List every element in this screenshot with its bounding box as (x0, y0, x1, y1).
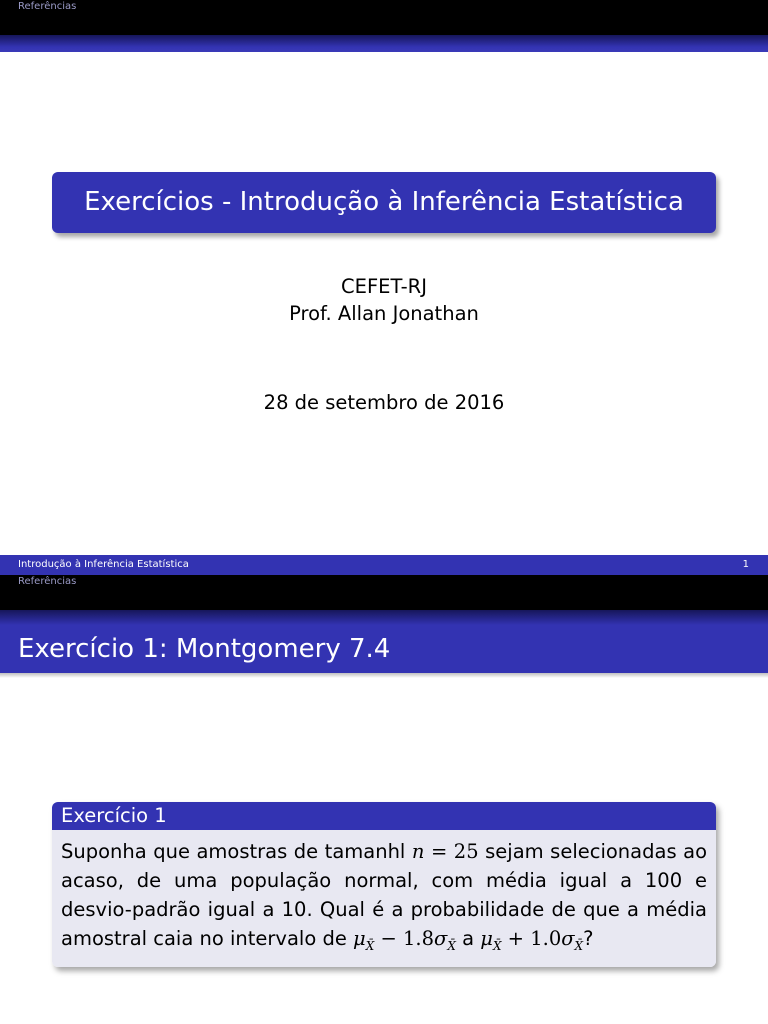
exercise-slide (0, 575, 768, 1024)
date: 28 de setembro de 2016 (263, 391, 505, 414)
page-number: 1 (742, 559, 749, 570)
headline-bar (0, 575, 768, 610)
frame-title-text: Exercício 1: Montgomery 7.4 (18, 634, 391, 664)
section-nav-link[interactable]: Referências (18, 576, 77, 587)
question-mark: ? (583, 927, 594, 950)
mu-subscript: X̄ (492, 938, 502, 953)
exercise-block (52, 802, 716, 967)
frame-title (0, 625, 768, 673)
mu-symbol: μ (353, 927, 366, 950)
n-equals: = 25 (424, 840, 479, 863)
footer-title: Introdução à Inferência Estatística (18, 559, 189, 570)
mu-subscript: X̄ (365, 938, 375, 953)
author: Prof. Allan Jonathan (289, 302, 479, 325)
word-a: a (455, 927, 481, 950)
body-text-1: Suponha que amostras de tamanhl (61, 840, 412, 863)
section-nav-link[interactable]: Referências (18, 1, 77, 12)
sigma-subscript: X̄ (447, 938, 456, 953)
presentation-title: Exercícios - Introdução à Inferência Estatística (52, 172, 716, 233)
block-body (52, 830, 716, 967)
headline-bar (0, 0, 768, 35)
sigma-subscript: X̄ (574, 938, 584, 953)
sigma-symbol: σ (434, 927, 448, 950)
expr2-op: + 1.0 (501, 927, 562, 950)
var-n: n (411, 840, 425, 863)
expr1-op: − 1.8 (374, 927, 435, 950)
headline-band (0, 35, 768, 52)
frame-title-shadow (0, 673, 768, 678)
mu-symbol: μ (480, 927, 493, 950)
block-title: Exercício 1 (52, 802, 716, 830)
sigma-symbol: σ (561, 927, 575, 950)
headline-band (0, 610, 768, 625)
body-text-2: sejam selecionadas ao acaso, de uma população normal, com média igual a 100 e desvio-padrão igual a 10. Qual é a probabilidade de que a média amostral caia no intervalo de (61, 840, 707, 950)
footer-bar (0, 555, 768, 575)
institute: CEFET-RJ (341, 275, 427, 298)
